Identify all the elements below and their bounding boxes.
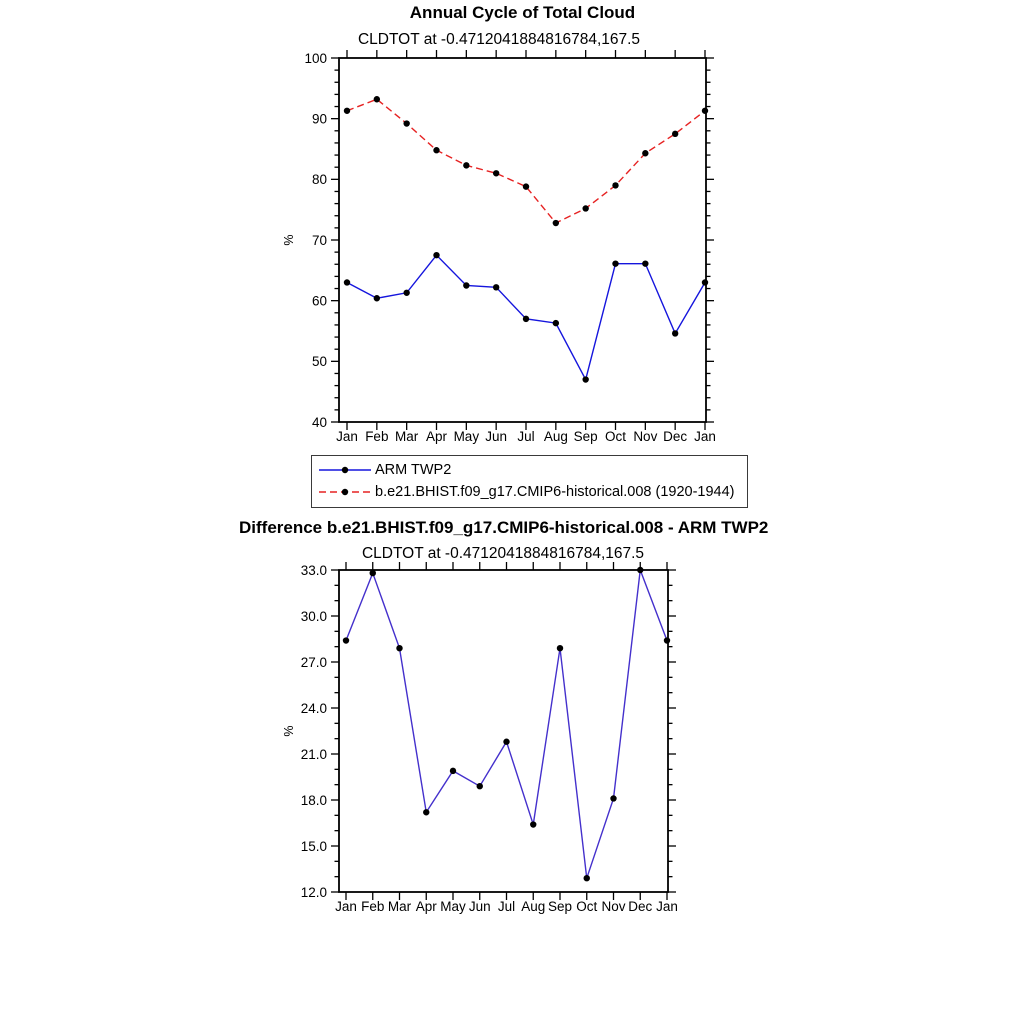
svg-text:27.0: 27.0	[300, 654, 327, 670]
svg-text:Jan: Jan	[694, 429, 716, 444]
svg-text:18.0: 18.0	[300, 792, 327, 808]
svg-text:Jan: Jan	[336, 429, 358, 444]
svg-text:Dec: Dec	[663, 429, 688, 444]
legend-item-model-run	[318, 481, 741, 503]
svg-text:Mar: Mar	[395, 429, 419, 444]
annual-cycle-subtitle: CLDTOT at -0.4712041884816784,167.5	[357, 31, 641, 48]
svg-text:Apr: Apr	[425, 429, 448, 444]
svg-text:Oct: Oct	[604, 429, 627, 444]
svg-text:Jul: Jul	[497, 899, 516, 914]
svg-text:90: 90	[311, 111, 327, 127]
svg-text:Mar: Mar	[387, 899, 412, 914]
svg-text:May: May	[453, 429, 480, 444]
svg-text:Nov: Nov	[601, 899, 626, 914]
svg-text:Jun: Jun	[468, 899, 491, 914]
svg-text:Jun: Jun	[485, 429, 508, 444]
svg-text:100: 100	[304, 50, 327, 66]
difference-subtitle: CLDTOT at -0.4712041884816784,167.5	[361, 545, 645, 562]
svg-text:Aug: Aug	[543, 429, 568, 444]
svg-text:May: May	[440, 899, 466, 914]
legend	[311, 455, 748, 508]
svg-text:Jul: Jul	[517, 429, 535, 444]
svg-text:Jan: Jan	[656, 899, 678, 914]
difference-title: Difference b.e21.BHIST.f09_g17.CMIP6-historical.008 - ARM TWP2	[239, 518, 769, 537]
svg-text:Sep: Sep	[573, 429, 598, 444]
svg-text:Apr: Apr	[415, 899, 437, 914]
svg-text:Nov: Nov	[633, 429, 658, 444]
legend-dashed-line-marker-icon	[318, 486, 372, 498]
svg-text:30.0: 30.0	[300, 608, 327, 624]
svg-text:40: 40	[311, 414, 327, 430]
svg-text:%: %	[282, 234, 296, 246]
legend-label-arm-twp2: ARM TWP2	[375, 462, 452, 478]
legend-solid-line-marker-icon	[318, 464, 372, 476]
svg-text:24.0: 24.0	[300, 700, 327, 716]
svg-text:33.0: 33.0	[300, 562, 327, 578]
svg-text:Dec: Dec	[628, 899, 653, 914]
svg-text:70: 70	[311, 232, 327, 248]
svg-text:Oct: Oct	[576, 899, 598, 914]
svg-text:Feb: Feb	[361, 899, 385, 914]
svg-text:Aug: Aug	[521, 899, 546, 914]
svg-text:50: 50	[311, 354, 327, 370]
annual-cycle-title: Annual Cycle of Total Cloud	[409, 3, 636, 22]
svg-text:21.0: 21.0	[300, 746, 327, 762]
legend-label-model-run: b.e21.BHIST.f09_g17.CMIP6-historical.008 (1920-1944)	[375, 484, 735, 500]
svg-text:60: 60	[311, 293, 327, 309]
svg-text:80: 80	[311, 172, 327, 188]
legend-item-arm-twp2	[318, 459, 741, 481]
svg-text:15.0: 15.0	[300, 838, 327, 854]
svg-text:12.0: 12.0	[300, 884, 327, 900]
svg-text:Feb: Feb	[365, 429, 389, 444]
svg-text:Sep: Sep	[547, 899, 573, 914]
svg-text:%: %	[282, 725, 296, 737]
svg-text:Jan: Jan	[335, 899, 357, 914]
